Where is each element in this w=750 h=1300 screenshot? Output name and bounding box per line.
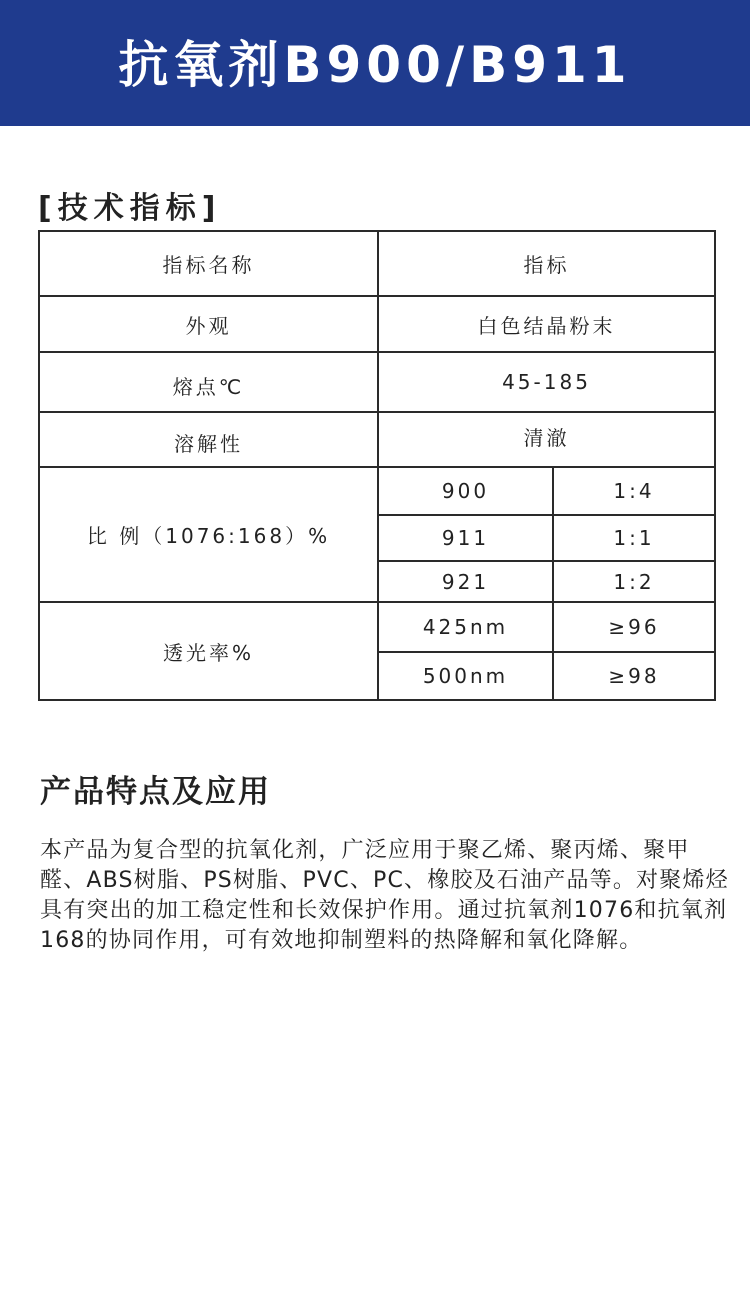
solubility-label: 溶解性 xyxy=(39,412,378,467)
table-header-row xyxy=(39,231,715,296)
transmittance-value-cell: ≥96 xyxy=(553,602,715,652)
features-description: 本产品为复合型的抗氧化剂，广泛应用于聚乙烯、聚丙烯、聚甲醛、ABS树脂、PS树脂、PVC、PC、橡胶及石油产品等。对聚烯烃具有突出的加工稳定性和长效保护作用。通过抗氧剂1076和抗氧剂168的协同作用，可有效地抑制塑料的热降解和氧化降解。 xyxy=(40,838,729,953)
melting-point-row xyxy=(39,352,715,412)
solubility-row xyxy=(39,412,715,467)
title-banner xyxy=(0,0,750,126)
ratio-grade-cell: 911 xyxy=(378,515,553,561)
melting-point-value: 45-185 xyxy=(378,352,715,412)
ratio-grade-cell: 900 xyxy=(378,467,553,515)
appearance-row xyxy=(39,296,715,352)
ratio-value-cell: 1:2 xyxy=(553,561,715,602)
transmittance-value-cell: ≥98 xyxy=(553,652,715,700)
ratio-label: 比 例（1076:168）% xyxy=(39,467,378,602)
features-heading: 产品特点及应用 xyxy=(40,774,271,810)
ratio-value-cell: 1:4 xyxy=(553,467,715,515)
spec-table xyxy=(38,230,716,701)
ratio-grade-cell: 921 xyxy=(378,561,553,602)
appearance-value: 白色结晶粉末 xyxy=(378,296,715,352)
solubility-value: 清澈 xyxy=(378,412,715,467)
transmittance-row xyxy=(39,602,715,652)
ratio-value-cell: 1:1 xyxy=(553,515,715,561)
header-name-cell: 指标名称 xyxy=(39,231,378,296)
transmittance-label: 透光率% xyxy=(39,602,378,700)
header-value-cell: 指标 xyxy=(378,231,715,296)
melting-point-label: 熔点℃ xyxy=(39,352,378,412)
wavelength-cell: 500nm xyxy=(378,652,553,700)
spec-section-heading: [技术指标] xyxy=(38,191,222,226)
appearance-label: 外观 xyxy=(39,296,378,352)
ratio-row xyxy=(39,467,715,515)
wavelength-cell: 425nm xyxy=(378,602,553,652)
product-title: 抗氧剂B900/B911 xyxy=(118,36,632,94)
